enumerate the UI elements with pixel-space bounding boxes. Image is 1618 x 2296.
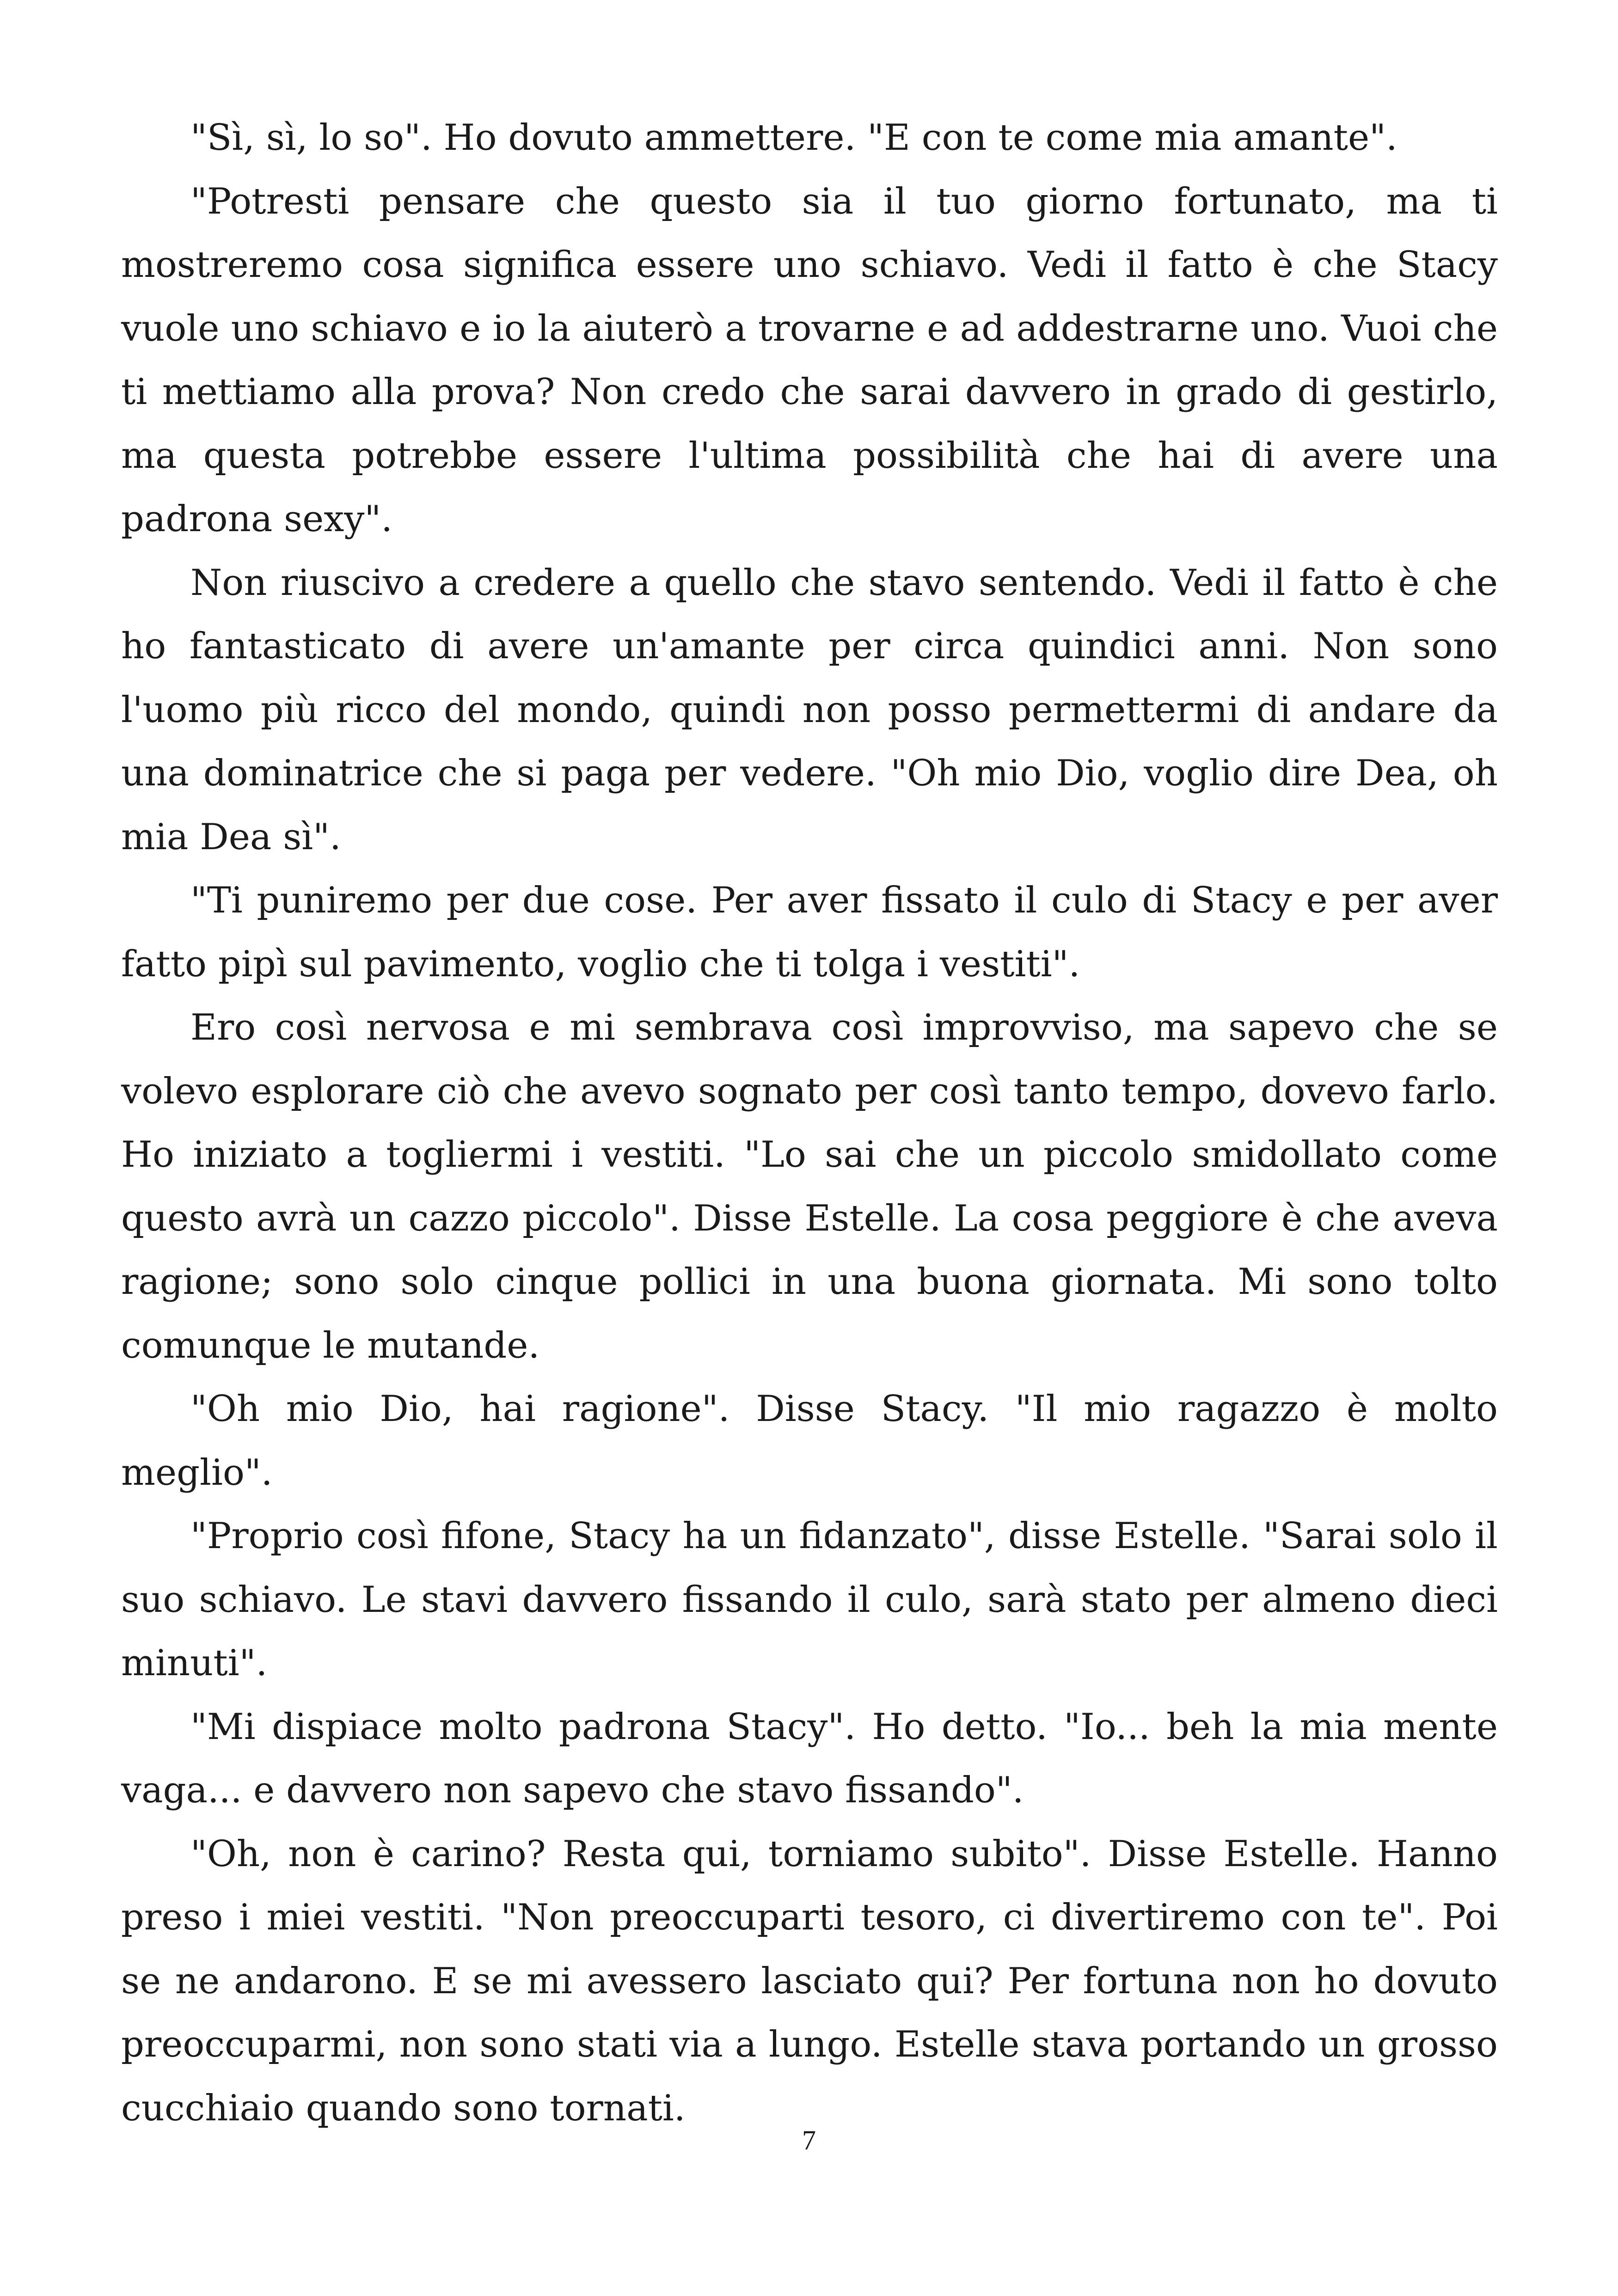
body-text — [121, 106, 1498, 2140]
page-number: 7 — [802, 2125, 816, 2155]
paragraph: "Oh mio Dio, hai ragione". Disse Stacy. "Il mio ragazzo è molto meglio". — [121, 1388, 1498, 1494]
paragraph: "Oh, non è carino? Resta qui, torniamo subito". Disse Estelle. Hanno preso i miei vestiti. "Non preoccuparti tesoro, ci divertiremo con te". Poi se ne andarono. E se mi avessero lasciato qui? Per fortuna non ho dovuto preoccuparmi, non sono stati via a lungo. Estelle stava portando un grosso cucchiaio quando sono tornati. — [121, 1833, 1498, 2129]
paragraph: "Proprio così fifone, Stacy ha un fidanzato", disse Estelle. "Sarai solo il suo schiavo. Le stavi davvero fissando il culo, sarà stato per almeno dieci minuti". — [121, 1515, 1498, 1684]
paragraph: "Sì, sì, lo so". Ho dovuto ammettere. "E con te come mia amante". — [190, 117, 1397, 159]
paragraph: "Potresti pensare che questo sia il tuo giorno fortunato, ma ti mostreremo cosa significa essere uno schiavo. Vedi il fatto è che Stacy vuole uno schiavo e io la aiuterò a trovarne e ad addestrarne uno. Vuoi che ti mettiamo alla prova? Non credo che sarai davvero in grado di gestirlo, ma questa potrebbe essere l'ultima possibilità che hai di avere una padrona sexy". — [121, 180, 1498, 540]
paragraph: "Ti puniremo per due cose. Per aver fissato il culo di Stacy e per aver fatto pipì sul pavimento, voglio che ti tolga i vestiti". — [121, 880, 1498, 985]
paragraph: "Mi dispiace molto padrona Stacy". Ho detto. "Io... beh la mia mente vaga... e davvero non sapevo che stavo fissando". — [121, 1706, 1498, 1811]
paragraph: Ero così nervosa e mi sembrava così improvviso, ma sapevo che se volevo esplorare ciò che avevo sognato per così tanto tempo, dovevo farlo. Ho iniziato a togliermi i vestiti. "Lo sai che un piccolo smidollato come questo avrà un cazzo piccolo". Disse Estelle. La cosa peggiore è che aveva ragione; sono solo cinque pollici in una buona giornata. Mi sono tolto comunque le mutande. — [121, 1007, 1498, 1366]
paragraph: Non riuscivo a credere a quello che stavo sentendo. Vedi il fatto è che ho fantasticato di avere un'amante per circa quindici anni. Non sono l'uomo più ricco del mondo, quindi non posso permettermi di andare da una dominatrice che si paga per vedere. "Oh mio Dio, voglio dire Dea, oh mia Dea sì". — [121, 562, 1498, 858]
